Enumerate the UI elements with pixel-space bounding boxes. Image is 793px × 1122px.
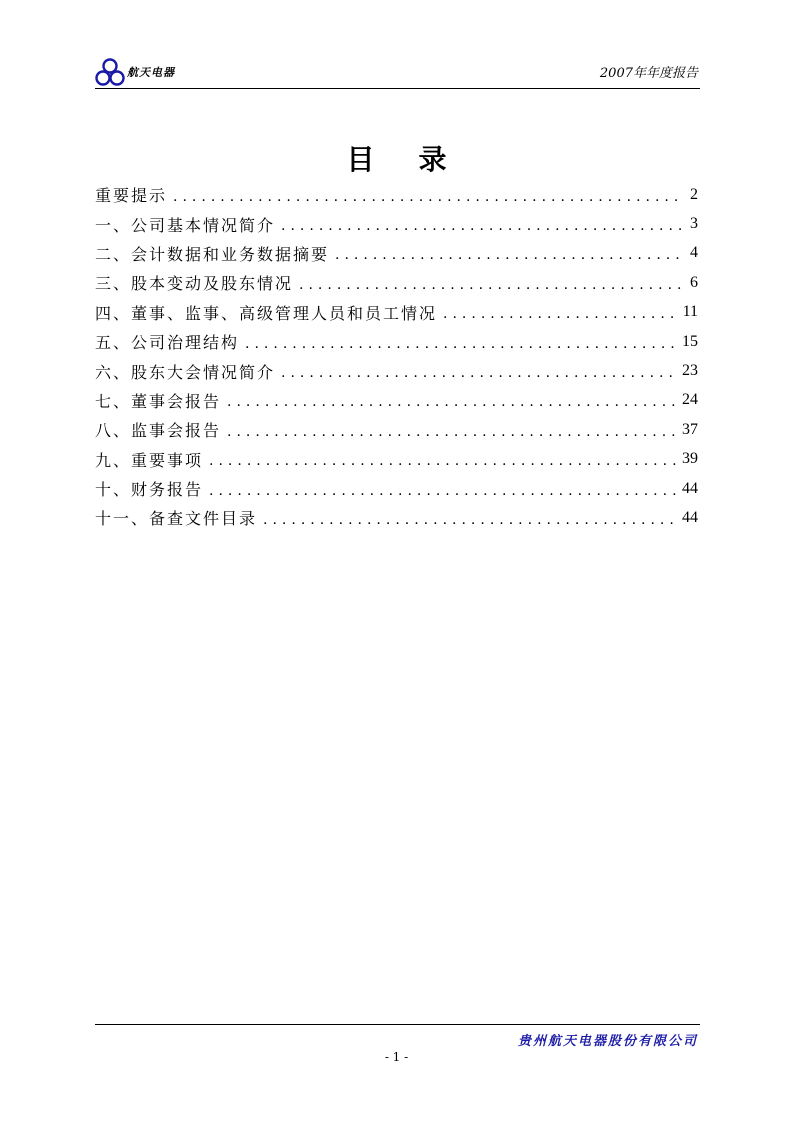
logo-text: 航天电器 (127, 66, 175, 79)
toc-entry-page: 6 (690, 273, 698, 291)
dot-leader (335, 247, 684, 263)
company-name: 贵州航天电器股份有限公司 (517, 1034, 698, 1049)
dot-leader (209, 453, 676, 469)
toc-entry-page: 23 (682, 362, 698, 380)
dot-leader (263, 512, 676, 528)
toc-entry-shareholder-meetings[interactable] (95, 356, 698, 385)
toc-entry-reference-documents[interactable] (95, 503, 698, 532)
logo-icon (95, 57, 125, 87)
toc-entry-page: 37 (682, 420, 698, 438)
toc-entry-page: 3 (690, 215, 698, 233)
toc-entry-important-matters[interactable] (95, 445, 698, 474)
dot-leader (281, 218, 684, 234)
toc-entry-page: 44 (682, 479, 698, 497)
toc-entry-label: 三、股本变动及股东情况 (95, 274, 294, 294)
toc-entry-company-profile[interactable] (95, 209, 698, 238)
table-of-contents (95, 180, 698, 533)
toc-entry-directors[interactable] (95, 298, 698, 327)
toc-entry-page: 39 (682, 450, 698, 468)
toc-entry-label: 九、重要事项 (95, 450, 204, 470)
dot-leader (173, 189, 684, 205)
dot-leader (227, 424, 676, 440)
toc-entry-label: 二、会计数据和业务数据摘要 (95, 244, 330, 264)
dot-leader (245, 336, 676, 352)
toc-entry-page: 2 (690, 185, 698, 203)
toc-entry-label: 十一、备查文件目录 (95, 509, 258, 529)
toc-entry-label: 七、董事会报告 (95, 391, 222, 411)
dot-leader (227, 394, 676, 410)
toc-entry-label: 一、公司基本情况简介 (95, 215, 276, 235)
dot-leader (209, 483, 676, 499)
dot-leader (281, 365, 676, 381)
toc-entry-financial-report[interactable] (95, 474, 698, 503)
page-number: - 1 - (384, 1050, 409, 1064)
toc-entry-page: 44 (682, 508, 698, 526)
toc-entry-governance[interactable] (95, 327, 698, 356)
toc-entry-page: 11 (682, 303, 698, 321)
toc-entry-page: 15 (682, 332, 698, 350)
toc-entry-share-changes[interactable] (95, 268, 698, 297)
company-logo (95, 56, 175, 88)
toc-heading: 目录 (346, 143, 491, 176)
dot-leader (299, 277, 684, 293)
toc-entry-label: 六、股东大会情况简介 (95, 362, 276, 382)
page-header (95, 50, 700, 89)
toc-entry-important-notice[interactable] (95, 180, 698, 209)
toc-entry-label: 八、监事会报告 (95, 421, 222, 441)
dot-leader (443, 306, 677, 322)
toc-entry-label: 四、董事、监事、高级管理人员和员工情况 (95, 303, 438, 323)
report-title: 2007年年度报告 (599, 66, 698, 81)
toc-entry-accounting-data[interactable] (95, 239, 698, 268)
toc-entry-label: 五、公司治理结构 (95, 333, 240, 353)
toc-entry-supervisory-report[interactable] (95, 415, 698, 444)
footer-divider (95, 1024, 700, 1025)
toc-entry-label: 重要提示 (95, 186, 168, 206)
toc-entry-label: 十、财务报告 (95, 480, 204, 500)
toc-entry-board-report[interactable] (95, 386, 698, 415)
toc-entry-page: 24 (682, 391, 698, 409)
toc-entry-page: 4 (690, 244, 698, 262)
